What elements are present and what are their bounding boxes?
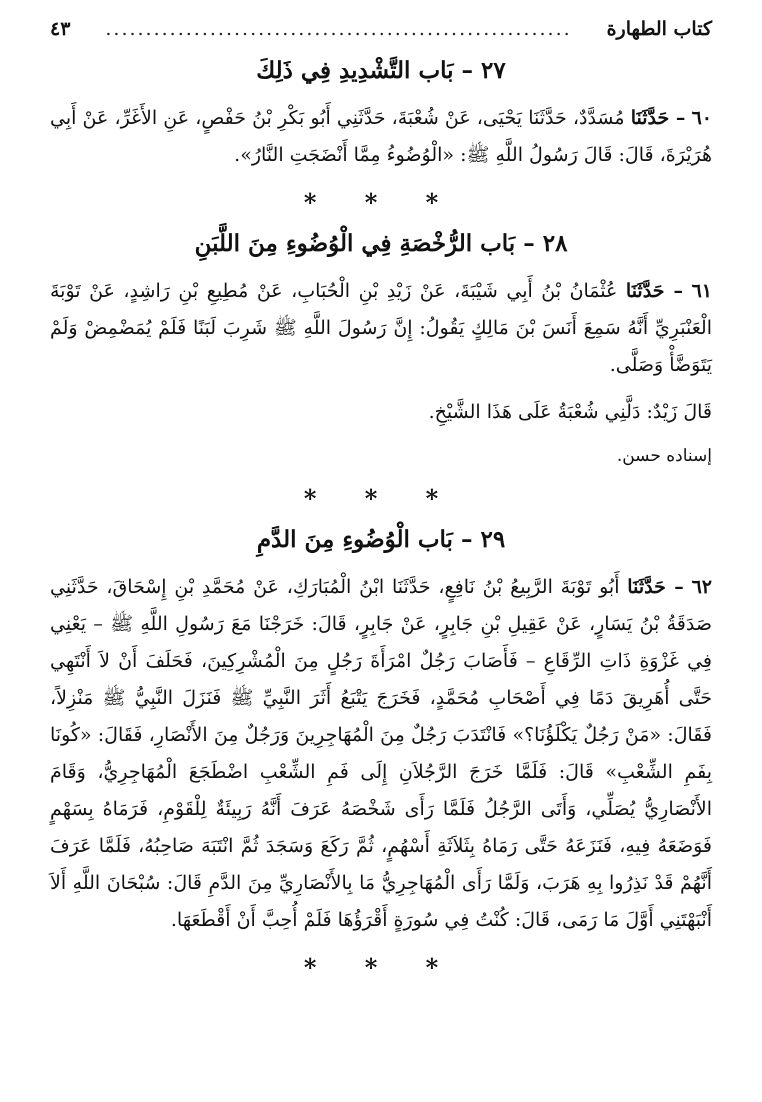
narrator-note: قَالَ زَيْدٌ: دَلَّنِي شُعْبَةُ عَلَى هَذَا الشَّيْخِ. [428,400,712,423]
hadith-text: ٦٢ – حَدَّثَنَا أَبُو تَوْبَةَ الرَّبِيعُ بْنُ نَافِعٍ، حَدَّثَنَا ابْنُ الْمُبَارَكِ، عَنْ مُحَمَّدِ بْنِ إِسْحَاقَ، حَدَّثَنِي صَدَقَةُ بْنُ يَسَارٍ، عَنْ عَقِيلِ بْنِ جَابِرٍ، عَنْ جَابِرٍ، قَالَ: خَرَجْنَا مَعَ رَسُولِ اللَّهِ ﷺ – يَعْنِي فِي غَزْوَةِ ذَاتِ الرِّقَاعِ – فَأَصَابَ رَجُلٌ امْرَأَةَ رَجُلٍ مِنَ الْمُشْرِكِينَ، فَحَلَفَ أَنْ لاَ أَنْتَهِي حَتَّى أُهَرِيقَ دَمًا فِي أَصْحَابِ مُحَمَّدٍ، فَخَرَجَ يَتْبَعُ أَثَرَ النَّبِيِّ ﷺ فَنَزَلَ النَّبِيُّ ﷺ مَنْزِلاً، فَقَالَ: «مَنْ رَجُلٌ يَكْلَؤُنَا؟» فَانْتَدَبَ رَجُلٌ مِنَ الْمُهَاجِرِينَ وَرَجُلٌ مِنَ الأَنْصَارِ، فَقَالَ: «كُونَا بِفَمِ الشِّعْبِ» قَالَ: فَلَمَّا خَرَجَ الرَّجُلاَنِ إِلَى فَمِ الشِّعْبِ اضْطَجَعَ الْمُهَاجِرِيُّ، وَقَامَ الأَنْصَارِيُّ يُصَلِّي، وَأَتَى الرَّجُلُ فَلَمَّا رَأَى شَخْصَهُ عَرَفَ أَنَّهُ رَبِيئَةٌ لِلْقَوْمِ، فَرَمَاهُ بِسَهْمٍ فَوَضَعَهُ فِيهِ، فَنَزَعَهُ حَتَّى رَمَاهُ بِثَلاَثَةِ أَسْهُمٍ، ثُمَّ رَكَعَ وَسَجَدَ ثُمَّ انْتَبَهَ صَاحِبُهُ، فَلَمَّا عَرَفَ أَنَّهُمْ قَدْ نَذِرُوا بِهِ هَرَبَ، وَلَمَّا رَأَى الْمُهَاجِرِيُّ مَا بِالأَنْصَارِيِّ مِنَ الدَّمِ قَالَ: سُبْحَانَ اللَّهِ أَلاَ أَنْبَهْتَنِي أَوَّلَ مَا رَمَى، قَالَ: كُنْتُ فِي سُورَةٍ أَقْرَؤُهَا فَلَمْ أُحِبَّ أَنْ أَقْطَعَهَا. [50,575,712,931]
hadith-text: ٦٠ – حَدَّثَنَا مُسَدَّدٌ، حَدَّثَنَا يَحْيَى، عَنْ شُعْبَةَ، حَدَّثَنِي أَبُو بَكْرِ بْنُ حَفْصٍ، عَنِ الأَغَرِّ، عَنْ أَبِي هُرَيْرَةَ، قَالَ: قَالَ رَسُولُ اللَّهِ ﷺ: «الْوُضُوءُ مِمَّا أَنْضَجَتِ النَّارُ». [50,106,712,166]
hadith-text: ٦١ – حَدَّثَنَا عُثْمَانُ بْنُ أَبِي شَيْبَةَ، عَنْ زَيْدِ بْنِ الْحُبَابِ، عَنْ مُطِيعِ بْنِ رَاشِدٍ، عَنْ تَوْبَةَ الْعَنْبَرِيِّ أَنَّهُ سَمِعَ أَنَسَ بْنَ مَالِكٍ يَقُولُ: إِنَّ رَسُولَ اللَّهِ ﷺ شَرِبَ لَبَنًا فَلَمْ يُمَضْمِضْ وَلَمْ يَتَوَضَّأْ وَصَلَّى. [50,279,712,376]
header-leader-dots: .......................................................... [105,18,572,40]
hadith-body: أَبُو تَوْبَةَ الرَّبِيعُ بْنُ نَافِعٍ، حَدَّثَنَا ابْنُ الْمُبَارَكِ، عَنْ مُحَمَّدِ بْنِ إِسْحَاقَ، حَدَّثَنِي صَدَقَةُ بْنُ يَسَارٍ، عَنْ عَقِيلِ بْنِ جَابِرٍ، عَنْ جَابِرٍ، قَالَ: خَرَجْنَا مَعَ رَسُولِ اللَّهِ ﷺ – يَعْنِي فِي غَزْوَةِ ذَاتِ الرِّقَاعِ – فَأَصَابَ رَجُلٌ امْرَأَةَ رَجُلٍ مِنَ الْمُشْرِكِينَ، فَحَلَفَ أَنْ لاَ أَنْتَهِي حَتَّى أُهَرِيقَ دَمًا فِي أَصْحَابِ مُحَمَّدٍ، فَخَرَجَ يَتْبَعُ أَثَرَ النَّبِيِّ ﷺ فَنَزَلَ النَّبِيُّ ﷺ مَنْزِلاً، فَقَالَ: «مَنْ رَجُلٌ يَكْلَؤُنَا؟» فَانْتَدَبَ رَجُلٌ مِنَ الْمُهَاجِرِينَ وَرَجُلٌ مِنَ الأَنْصَارِ، فَقَالَ: «كُونَا بِفَمِ الشِّعْبِ» قَالَ: فَلَمَّا خَرَجَ الرَّجُلاَنِ إِلَى فَمِ الشِّعْبِ اضْطَجَعَ الْمُهَاجِرِيُّ، وَقَامَ الأَنْصَارِيُّ يُصَلِّي، وَأَتَى الرَّجُلُ فَلَمَّا رَأَى شَخْصَهُ عَرَفَ أَنَّهُ رَبِيئَةٌ لِلْقَوْمِ، فَرَمَاهُ بِسَهْمٍ فَوَضَعَهُ فِيهِ، فَنَزَعَهُ حَتَّى رَمَاهُ بِثَلاَثَةِ أَسْهُمٍ، ثُمَّ رَكَعَ وَسَجَدَ ثُمَّ انْتَبَهَ صَاحِبُهُ، فَلَمَّا عَرَفَ أَنَّهُمْ قَدْ نَذِرُوا بِهِ هَرَبَ، وَلَمَّا رَأَى الْمُهَاجِرِيُّ مَا بِالأَنْصَارِيِّ مِنَ الدَّمِ قَالَ: سُبْحَانَ اللَّهِ أَلاَ أَنْبَهْتَنِي أَوَّلَ مَا رَمَى، قَالَ: كُنْتُ فِي سُورَةٍ أَقْرَؤُهَا فَلَمْ أُحِبَّ أَنْ أَقْطَعَهَا. [50,575,712,931]
section-27 [50,56,712,217]
section-separator: * * * [303,952,459,982]
section-separator: * * * [303,483,459,513]
isnad-grading: إسناده حسن. [616,445,712,466]
hadith-body: عُثْمَانُ بْنُ أَبِي شَيْبَةَ، عَنْ زَيْدِ بْنِ الْحُبَابِ، عَنْ مُطِيعِ بْنِ رَاشِدٍ، عَنْ تَوْبَةَ الْعَنْبَرِيِّ أَنَّهُ سَمِعَ أَنَسَ بْنَ مَالِكٍ يَقُولُ: إِنَّ رَسُولَ اللَّهِ ﷺ شَرِبَ لَبَنًا فَلَمْ يُمَضْمِضْ وَلَمْ يَتَوَضَّأْ وَصَلَّى. [50,279,712,376]
page-number: ٤٣ [50,18,71,40]
section-29 [50,525,712,982]
chapter-title: ٢٩ – بَاب الْوُضُوءِ مِنَ الدَّمِ [256,525,506,553]
section-separator: * * * [303,187,459,217]
hadith-body: مُسَدَّدٌ، حَدَّثَنَا يَحْيَى، عَنْ شُعْبَةَ، حَدَّثَنِي أَبُو بَكْرِ بْنُ حَفْصٍ، عَنِ الأَغَرِّ، عَنْ أَبِي هُرَيْرَةَ، قَالَ: قَالَ رَسُولُ اللَّهِ ﷺ: «الْوُضُوءُ مِمَّا أَنْضَجَتِ النَّارُ». [50,106,712,166]
chapter-title: ٢٧ – بَاب التَّشْدِيدِ فِي ذَلِكَ [256,57,506,84]
hadith-lead: حَدَّثَنَا [627,575,666,598]
running-header [50,18,712,40]
hadith-number: ٦٠ [691,106,712,129]
hadith-lead: حَدَّثَنَا [625,279,665,302]
hadith-number: ٦٢ [691,575,712,598]
chapter-title: ٢٨ – بَاب الرُّخْصَةِ فِي الْوُضُوءِ مِنَ اللَّبَنِ [194,229,568,257]
hadith-lead: حَدَّثَنَا [630,106,670,129]
hadith-number: ٦١ [691,279,712,302]
book-title: كتاب الطهارة [606,18,712,40]
section-28 [50,229,712,513]
